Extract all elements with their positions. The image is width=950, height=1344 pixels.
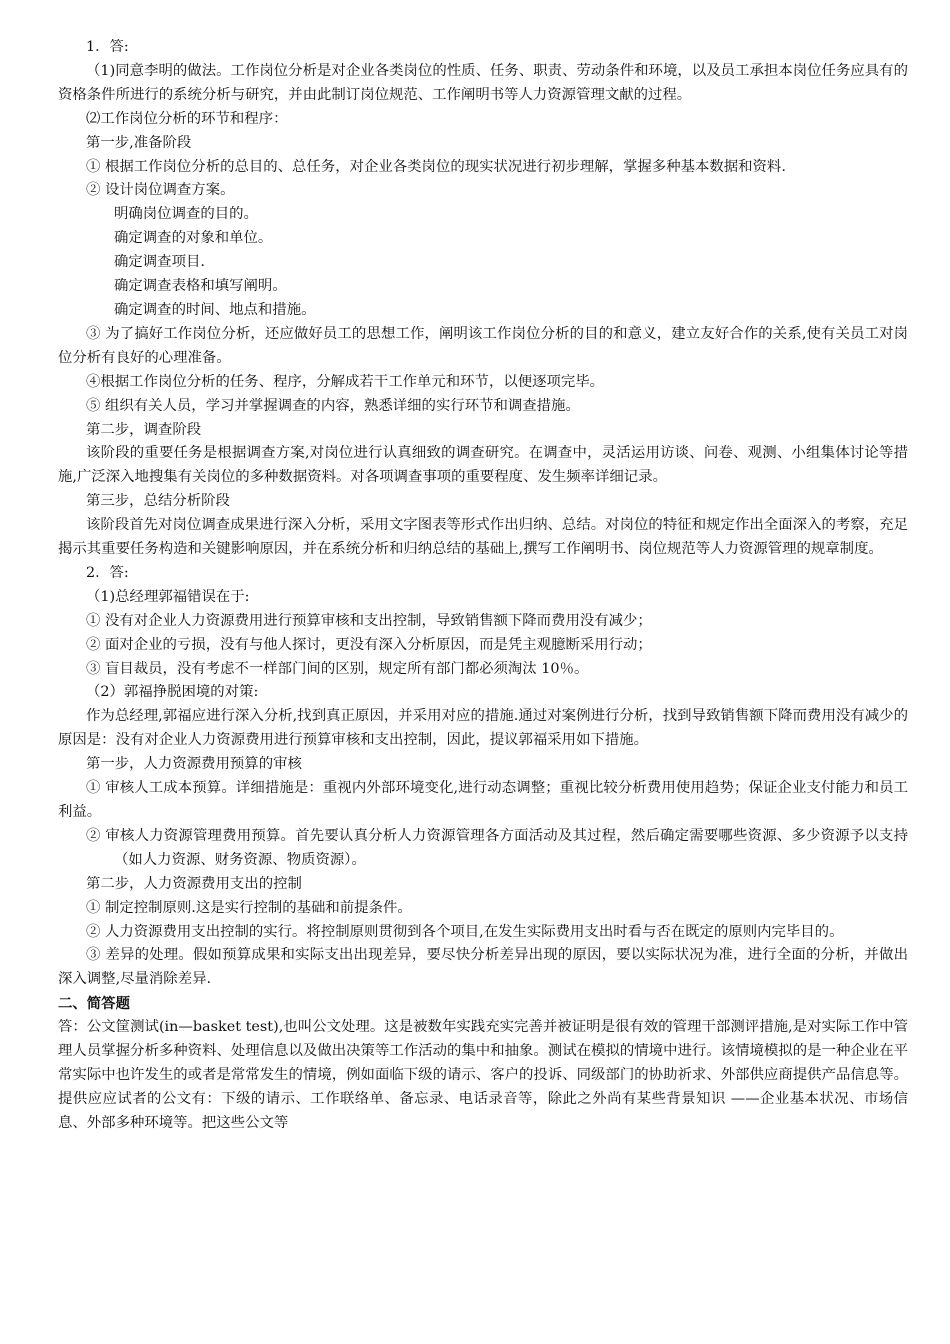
paragraph: 第二步，人力资源费用支出的控制 [86,875,302,892]
paragraph: ① 根据工作岗位分析的总目的、总任务，对企业各类岗位的现实状况进行初步理解，掌握多种基本数据和资料. [86,158,786,175]
paragraph: （1)同意李明的做法。工作岗位分析是对企业各类岗位的性质、任务、职责、劳动条件和环境，以及员工承担本岗位任务应具有的资格条件所进行的系统分析与研究，并由此制订岗位规范、工作阐明书等人力资源管理文献的过程。 [58,62,908,103]
paragraph: ④根据工作岗位分析的任务、程序，分解成若干工作单元和环节，以便逐项完毕。 [86,373,605,390]
paragraph: 确定调查的对象和单位。 [114,230,273,247]
section-heading: 二、简答题 [58,995,130,1013]
document-body [58,36,908,1136]
paragraph: 明确岗位调查的目的。 [114,206,258,223]
paragraph: 第一步,准备阶段 [86,134,192,151]
paragraph: ③ 盲目裁员，没有考虑不一样部门间的区别，规定所有部门都必须淘汰 10％。 [86,660,589,677]
paragraph: 确定调查项目. [114,254,205,271]
paragraph: （1)总经理郭福错误在于: [86,588,250,605]
paragraph: ① 没有对企业人力资源费用进行预算审核和支出控制，导致销售额下降而费用没有减少； [86,612,652,629]
paragraph: ⑤ 组织有关人员，学习并掌握调查的内容，熟悉详细的实行环节和调查措施。 [86,397,580,414]
paragraph: 该阶段的重要任务是根据调查方案,对岗位进行认真细致的调查研究。在调查中，灵活运用访谈、问卷、观测、小组集体讨论等措施,广泛深入地搜集有关岗位的多种数据资料。对各项调查事项的重要程度、发生频率详细记录。 [58,445,908,486]
paragraph: ③ 为了搞好工作岗位分析，还应做好员工的思想工作，阐明该工作岗位分析的目的和意义，建立友好合作的关系,使有关员工对岗位分析有良好的心理准备。 [58,325,908,366]
paragraph: 作为总经理,郭福应进行深入分析,找到真正原因，并采用对应的措施.通过对案例进行分析，找到导致销售额下降而费用没有减少的原因是：没有对企业人力资源费用进行预算审核和支出控制，因此，提议郭福采用如下措施。 [58,708,908,749]
paragraph: 该阶段首先对岗位调查成果进行深入分析，采用文字图表等形式作出归纳、总结。对岗位的特征和规定作出全面深入的考察，充足揭示其重要任务构造和关键影响原因，并在系统分析和归纳总结的基础上,撰写工作阐明书、岗位规范等人力资源管理的规章制度。 [58,517,908,558]
paragraph: ② 审核人力资源管理费用预算。首先要认真分析人力资源管理各方面活动及其过程，然后确定需要哪些资源、多少资源予以支持（如人力资源、财务资源、物质资源）。 [86,827,908,868]
paragraph: ① 审核人工成本预算。详细措施是：重视内外部环境变化,进行动态调整；重视比较分析费用使用趋势；保证企业支付能力和员工利益。 [58,780,908,820]
paragraph: ⑵工作岗位分析的环节和程序： [86,110,288,127]
paragraph: 1．答: [86,39,129,55]
paragraph: 答：公文筐测试(in—basket test),也叫公文处理。这是被数年实践充实完善并被证明是很有效的管理干部测评措施,是对实际工作中管理人员掌握分析多种资料、处理信息以及做出决策等工作活动的集中和抽象。测试在模拟的情境中进行。该情境模拟的是一种企业在平常实际中也许发生的或者是常常发生的情境，例如面临下级的请示、客户的投诉、同级部门的协助祈求、外部供应商提供产品信息等。提供应应试者的公文有：下级的请示、工作联络单、备忘录、电话录音等，除此之外尚有某些背景知识 ——企业基本状况、市场信息、外部多种环境等。把这些公文等 [58,1019,908,1131]
paragraph: ② 人力资源费用支出控制的实行。将控制原则贯彻到各个项目,在发生实际费用支出时看与否在既定的原则内完毕目的。 [86,923,844,940]
paragraph: 第二步，调查阶段 [86,421,202,438]
paragraph: （2）郭福挣脱困境的对策: [86,684,259,701]
paragraph: ③ 差异的处理。假如预算成果和实际支出出现差异，要尽快分析差异出现的原因，要以实际状况为准，进行全面的分析，并做出深入调整,尽量消除差异. [58,947,908,988]
paragraph: 确定调查的时间、地点和措施。 [114,301,316,318]
paragraph: 确定调查表格和填写阐明。 [114,278,287,295]
paragraph: 第三步，总结分析阶段 [86,493,230,510]
paragraph: ② 面对企业的亏损，没有与他人探讨，更没有深入分析原因，而是凭主观臆断采用行动； [86,636,652,653]
paragraph: 第一步，人力资源费用预算的审核 [86,756,302,773]
paragraph: ② 设计岗位调查方案。 [86,182,235,199]
paragraph: ① 制定控制原则.这是实行控制的基础和前提条件。 [86,899,412,916]
paragraph: 2．答: [86,564,129,581]
